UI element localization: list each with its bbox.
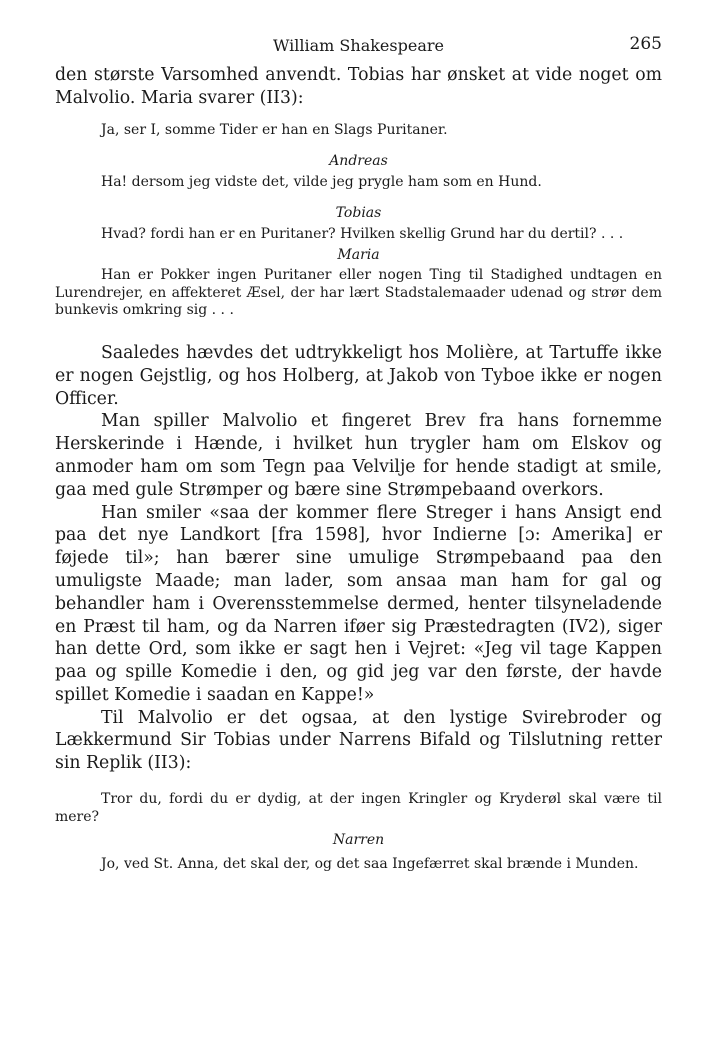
running-title: William Shakespeare bbox=[273, 36, 444, 55]
paragraph-intro: den største Varsomhed anvendt. Tobias har ønsket at vide noget om Malvolio. Maria svarer (II3): bbox=[55, 65, 662, 108]
main-text bbox=[55, 342, 662, 775]
page-number: 265 bbox=[629, 34, 662, 54]
dialogue-quote bbox=[55, 122, 662, 320]
dialogue-quote bbox=[55, 791, 662, 873]
paragraph: Han smiler «saa der kommer flere Streger i hans Ansigt end paa det nye Landkort [fra 1598], hvor Indierne [ɔ: Amerika] er føjede til»; han bærer sine umulige Strømpebaand paa den umuligste Maade; man lader, som ansaa man ham for gal og behandler ham i Overensstemmelse dermed, henter tilsyneladende en Præst til ham, og da Narren iføer sig Præstedragten (IV2), siger han dette Ord, som ikke er sagt hen i Vejret: «Jeg vil tage Kappen paa og spille Komedie i den, og gid jeg var den første, der havde spillet Komedie i saadan en Kappe!» bbox=[55, 502, 662, 705]
paragraph: Man spiller Malvolio et fingeret Brev fra hans fornemme Herskerinde i Hænde, i hvilket hun trygler ham om Elskov og anmoder ham om som Tegn paa Velvilje for hende stadigt at smile, gaa med gule Strømper og bære sine Strømpebaand overkors. bbox=[55, 411, 662, 500]
speaker-name: Tobias bbox=[335, 205, 382, 222]
running-header bbox=[55, 30, 662, 64]
paragraph: Til Malvolio er det ogsaa, at den lystige Svirebroder og Lækkermund Sir Tobias under Narrens Bifald og Tilslutning retter sin Replik (II3): bbox=[55, 707, 662, 774]
speaker-name: Andreas bbox=[329, 153, 388, 170]
book-page bbox=[55, 30, 662, 873]
quote-line: Hvad? fordi han er en Puritaner? Hvilken skellig Grund har du dertil? . . . bbox=[101, 225, 624, 242]
paragraph: Saaledes hævdes det udtrykkeligt hos Molière, at Tartuffe ikke er nogen Gejstlig, og hos Holberg, at Jakob von Tyboe ikke er nogen Officer. bbox=[55, 342, 662, 409]
quote-line: Jo, ved St. Anna, det skal der, og det saa Ingefærret skal brænde i Munden. bbox=[101, 855, 639, 872]
main-text bbox=[55, 64, 662, 110]
quote-line: Han er Pokker ingen Puritaner eller nogen Ting til Stadighed undtagen en Lurendrejer, en affekteret Æsel, der har lært Stadstalemaader udenad og strør dem bunkevis omkring sig . . . bbox=[55, 267, 662, 319]
speaker-name: Maria bbox=[337, 246, 380, 263]
quote-line: Ha! dersom jeg vidste det, vilde jeg prygle ham som en Hund. bbox=[101, 173, 542, 190]
speaker-name: Narren bbox=[332, 832, 385, 849]
quote-line: Tror du, fordi du er dydig, at der ingen Kringler og Kryderøl skal være til mere? bbox=[55, 791, 662, 825]
quote-line: Ja, ser I, somme Tider er han en Slags Puritaner. bbox=[101, 121, 448, 138]
